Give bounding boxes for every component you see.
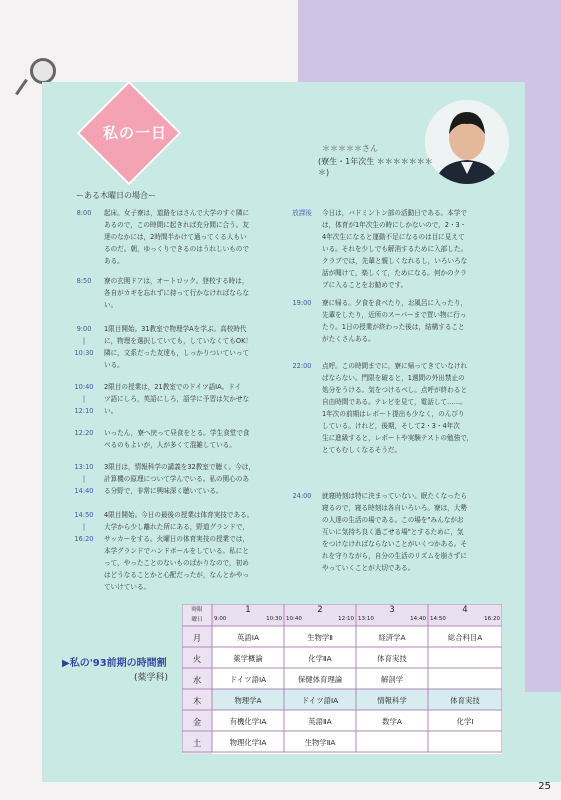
- corner-bottom-label: 曜日: [191, 617, 203, 623]
- schedule-time: [72, 427, 96, 439]
- period-end: 14:40: [410, 616, 426, 622]
- text-line: ばならない。門限を破ると，1週間の外出禁止の: [322, 374, 465, 382]
- timetable-cell: 解剖学: [380, 675, 404, 684]
- schedule-text: [322, 360, 520, 456]
- text-line: 起床。女子寮は，道路をはさんで大学のすぐ隣に: [104, 209, 250, 217]
- text-line: 寮に帰る。夕食を食べたり，お風呂に入ったり，: [322, 299, 468, 307]
- schedule-text: [322, 490, 520, 574]
- timetable-cell: 体育実技: [377, 654, 407, 663]
- period-start: 10:40: [286, 616, 302, 622]
- text-line: は，体育が1年次生の時にしかないので，2・3・: [322, 221, 467, 229]
- day-label: 土: [192, 739, 202, 749]
- time-line: |: [82, 475, 86, 483]
- timetable-cell: 化学Ⅰ: [456, 717, 474, 726]
- timetable-cell: ドイツ語ⅠA: [229, 675, 267, 684]
- timetable-cell: ドイツ語ⅠA: [301, 696, 339, 705]
- timetable-cell: 物理化学ⅠA: [229, 738, 267, 747]
- timetable-cell: 物理学A: [234, 696, 262, 705]
- text-line: 点呼。この時間までに，寮に帰ってきていなけれ: [322, 362, 468, 370]
- time-line: 12:10: [74, 407, 94, 415]
- schedule-text: [104, 427, 302, 451]
- text-line: たり。1日の授業が終わった後は，結構すること: [322, 323, 465, 331]
- text-line: べるのもよいが，人が多くて混雑している。: [104, 441, 236, 449]
- schedule-time: [72, 207, 96, 219]
- time-line: 19:00: [292, 299, 312, 307]
- text-line: 自由時間である。テレビを見て，電話して……。: [322, 398, 467, 406]
- timetable-cell: 生物学Ⅱ: [307, 633, 333, 642]
- time-line: 14:50: [74, 511, 94, 519]
- period-start: 9:00: [214, 616, 227, 622]
- text-line: 互いに気持ち良く過ごせる場"とするために，気: [322, 528, 464, 536]
- period-number: 4: [462, 605, 468, 615]
- section-heading: ーある木曜日の場合ー: [76, 191, 156, 200]
- text-line: サッカーをする。火曜日の体育実技の授業では，: [104, 535, 249, 543]
- page-title: 私の一日: [102, 124, 167, 142]
- text-line: ある。: [104, 257, 124, 265]
- corner-top-label: 時限: [191, 607, 203, 613]
- period-end: 12:10: [338, 616, 354, 622]
- text-line: 達のなかには，2時間半かけて通ってくる人もい: [104, 233, 247, 241]
- time-line: 10:40: [74, 383, 94, 391]
- page-number: 25: [538, 781, 551, 792]
- text-line: いる。: [104, 361, 124, 369]
- period-number: 3: [389, 605, 395, 615]
- time-line: 13:10: [74, 463, 94, 471]
- timetable-cell: 情報科学: [377, 696, 407, 705]
- text-line: 隣に，文系だった友達も，しっかりついていって: [104, 349, 250, 357]
- period-start: 14:50: [430, 616, 446, 622]
- text-line: クラブでは，先輩と親しくなれるし，いろいろな: [322, 257, 468, 265]
- timetable-cell: 経済学A: [378, 633, 406, 642]
- text-line: 話が聞けて，楽しくて，ためになる。何かのクラ: [322, 269, 467, 277]
- text-line: るのだ。朝，ゆっくりできるのはうれしいもので: [104, 245, 249, 253]
- time-line: 24:00: [292, 492, 312, 500]
- schedule-time: [72, 323, 96, 359]
- text-line: って，やったことのないものばかりなので，初め: [104, 559, 249, 567]
- schedule-text: [322, 297, 520, 345]
- text-line: 4年次生になると運動不足になるのは目に見えて: [322, 233, 465, 241]
- time-line: |: [82, 337, 86, 345]
- text-line: る分野で，非常に興味深く聴いている。: [104, 487, 223, 495]
- pushpin-icon: [30, 58, 56, 84]
- schedule-time: [290, 297, 314, 309]
- schedule-text: [104, 207, 302, 267]
- student-name: ＊＊＊＊＊さん: [322, 144, 378, 153]
- text-line: 2限目の授業は，21教室でのドイツ語ⅠA。ドイ: [104, 383, 242, 391]
- schedule-time: [72, 275, 96, 287]
- timetable: [182, 604, 502, 754]
- text-line: いったん，寮へ戻って昼食をとる。学生食堂で食: [104, 429, 250, 437]
- lavender-side-strip: [525, 82, 561, 692]
- text-line: とてもむしくなるそうだ。: [322, 446, 402, 454]
- timetable-cell: 薬学概論: [233, 654, 263, 663]
- text-line: 寝るので，寝る時刻は各自いろいろ。寮は，大勢: [322, 504, 467, 512]
- pushpin-stick: [15, 79, 28, 95]
- time-line: |: [82, 523, 86, 531]
- period-number: 2: [317, 605, 323, 615]
- schedule-time: [290, 360, 314, 372]
- schedule-time: [72, 461, 96, 497]
- text-line: 計算機の原理について学んでいる。私の関心のあ: [104, 475, 249, 483]
- text-line: 生に進級すると，レポートや実験テストの勉強で，: [322, 434, 474, 442]
- timetable-cell: 総合科目A: [447, 633, 483, 642]
- timetable-cell: 化学ⅡA: [308, 654, 332, 663]
- timetable-cell: 有機化学ⅠA: [229, 717, 267, 726]
- period-start: 13:10: [358, 616, 374, 622]
- text-line: 大学から少し離れた所にある，野道グランドで，: [104, 523, 249, 531]
- text-line: 1限目開始。31教室で物理学Aを学ぶ。高校時代: [104, 325, 247, 333]
- time-line: |: [82, 395, 86, 403]
- text-line: 本学グランドでハンドボールをしている。私にと: [104, 547, 249, 555]
- text-line: ツ語にしろ，英語にしろ，語学に予習は欠かせな: [104, 395, 250, 403]
- text-line: やっていくことが大切である。: [322, 564, 415, 572]
- time-line: 16:20: [74, 535, 94, 543]
- time-line: 放課後: [292, 209, 312, 217]
- text-line: れを守りながら，自分の生活のリズムを崩さずに: [322, 552, 467, 560]
- text-line: いる。それを少しでも解消するために入部した。: [322, 245, 468, 253]
- schedule-text: [104, 509, 302, 593]
- schedule-text: [322, 207, 520, 291]
- schedule-text: [104, 381, 302, 417]
- period-number: 1: [245, 605, 251, 615]
- day-label: 火: [192, 655, 202, 665]
- schedule-time: [290, 490, 314, 502]
- timetable-cell: 数学A: [382, 717, 402, 726]
- time-line: 22:00: [292, 362, 312, 370]
- text-line: 就寝時刻は特に決まっていない。眠たくなったら: [322, 492, 468, 500]
- text-line: ていけている。: [104, 583, 151, 591]
- schedule-time: [290, 207, 314, 219]
- schedule-text: [104, 461, 302, 497]
- text-line: 寮の玄関ドアは，オートロック。登校する時は，: [104, 277, 249, 285]
- schedule-text: [104, 323, 302, 371]
- period-end: 16:20: [484, 616, 500, 622]
- schedule-text: [104, 275, 302, 311]
- time-line: 8:50: [76, 277, 92, 285]
- text-line: 3限目は，情報科学の講義を32教室で聴く。今は，: [104, 463, 255, 471]
- text-line: をつけなければならないことがいくつかある。そ: [322, 540, 468, 548]
- text-line: 先輩をしたり，近所のスーパーまで買い物に行っ: [322, 311, 467, 319]
- text-line: い。: [104, 407, 118, 415]
- day-label: 金: [192, 718, 202, 728]
- time-line: 9:00: [76, 325, 92, 333]
- lavender-top-block: [298, 0, 561, 82]
- time-line: 14:40: [74, 487, 94, 495]
- time-line: 12:20: [74, 429, 94, 437]
- text-line: している。けれど，後期，そして2・3・4年次: [322, 422, 460, 430]
- text-line: ブに入ることをお勧めです。: [322, 281, 408, 289]
- timetable-cell: 体育実技: [450, 696, 480, 705]
- text-line: 今日は，バドミントン部の活動日である。本学で: [322, 209, 467, 217]
- time-line: 10:30: [74, 349, 94, 357]
- time-line: 8:00: [76, 209, 92, 217]
- text-line: はどうなることかと心配だったが，なんとかやっ: [104, 571, 250, 579]
- timetable-cell: 保健体育理論: [297, 675, 343, 684]
- day-label: 月: [192, 634, 202, 644]
- timetable-caption-sub: (薬学科): [134, 673, 169, 683]
- text-line: 4限目開始。今日の最後の授業は体育実技である。: [104, 511, 254, 519]
- text-line: あるので，この時間に起きれば充分間に合う。友: [104, 221, 249, 229]
- timetable-cell: 英語ⅡA: [308, 717, 332, 726]
- timetable-cell: 生物学ⅡA: [304, 738, 336, 747]
- text-line: 1年次の前期はレポート提出も少なく，のんびり: [322, 410, 465, 418]
- day-label: 水: [192, 676, 202, 686]
- text-line: に，物理を選択していても，していなくてもOK！: [104, 337, 252, 345]
- schedule-time: [72, 381, 96, 417]
- text-line: い。: [104, 301, 118, 309]
- text-line: の人達の生活の場である。この場を"みんながお: [322, 516, 464, 524]
- student-subtitle: (寮生・1年次生 ＊＊＊＊＊＊＊＊): [318, 157, 433, 177]
- timetable-caption: ▶私の'93前期の時間割: [62, 658, 167, 669]
- text-line: 処分をうける。気をつけるべし。点呼が終わると: [322, 386, 468, 394]
- text-line: がたくさんある。: [322, 335, 375, 343]
- period-end: 10:30: [266, 616, 282, 622]
- text-line: 各自がカギを忘れずに持って行かなければならな: [104, 289, 250, 297]
- schedule-time: [72, 509, 96, 545]
- day-label: 木: [192, 697, 202, 707]
- timetable-cell: 英語ⅠA: [236, 633, 260, 642]
